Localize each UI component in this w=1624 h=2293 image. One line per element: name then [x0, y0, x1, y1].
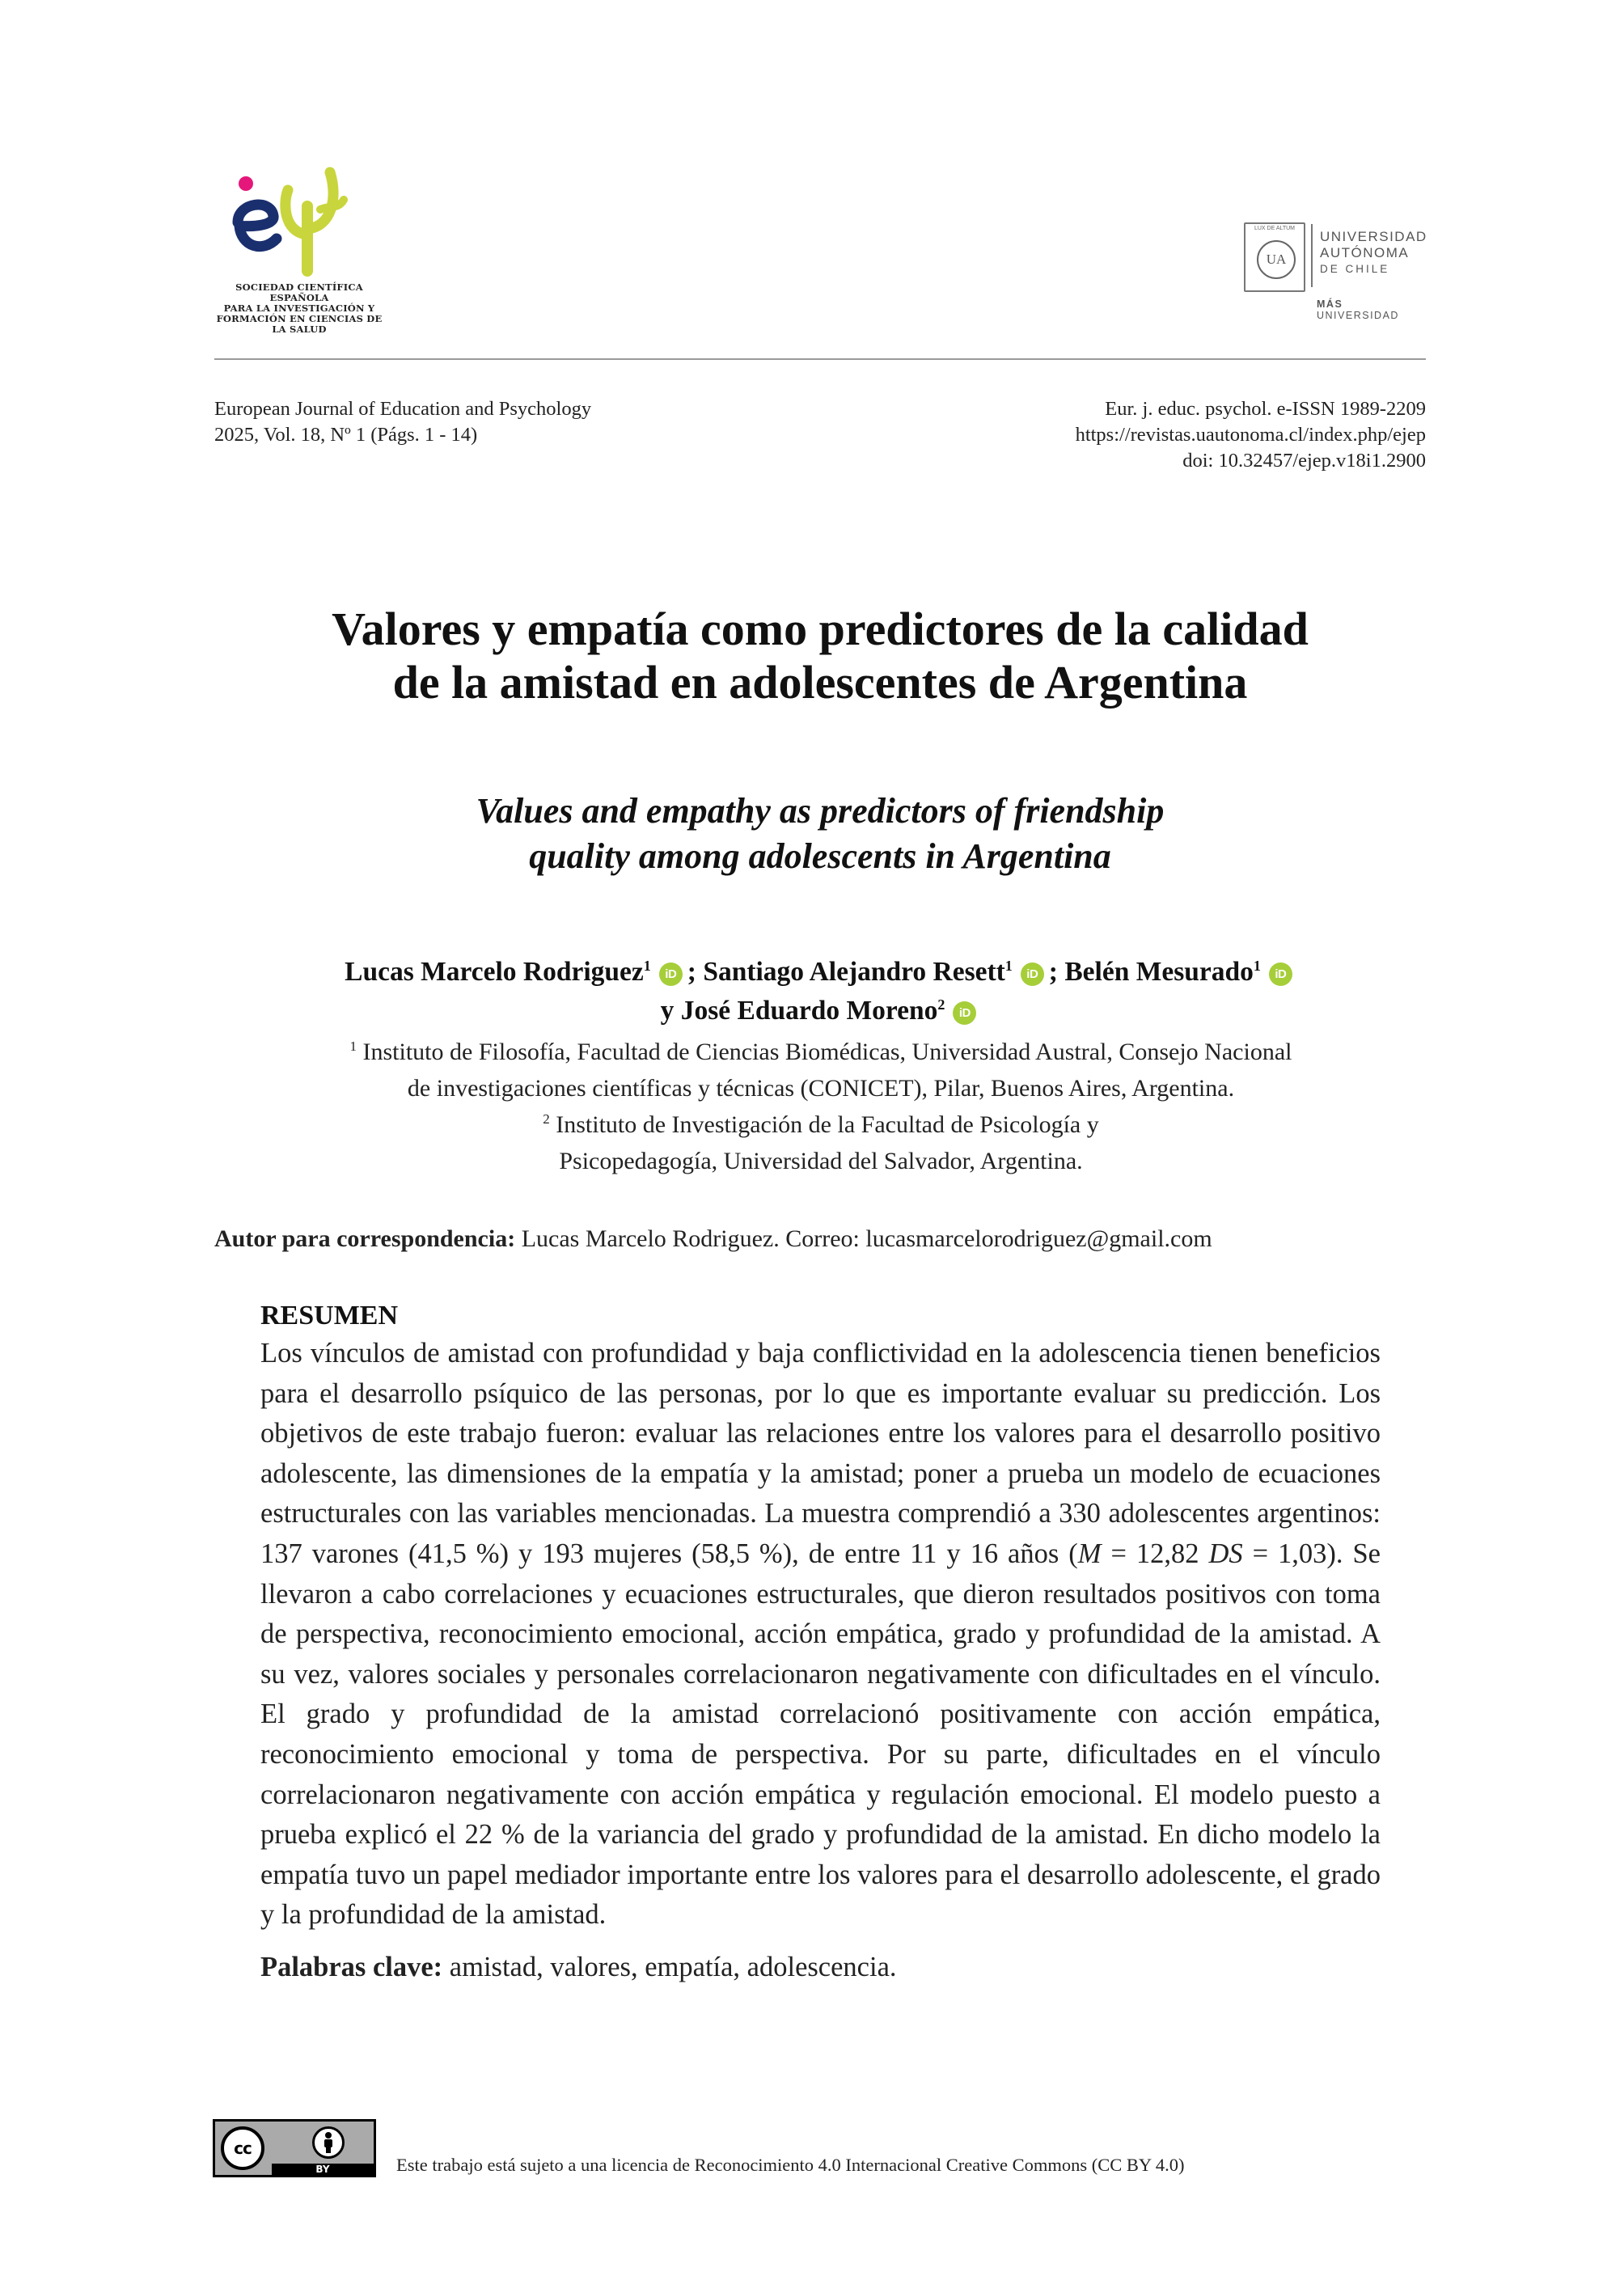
society-text-line: FORMACIÓN EN CIENCIAS DE	[216, 313, 383, 324]
paper-subtitle	[214, 789, 1426, 879]
attribution-person-icon	[312, 2126, 345, 2159]
affiliation-line	[194, 1106, 1448, 1143]
author-affiliation-mark: 1	[643, 957, 651, 974]
author-list	[178, 953, 1464, 1030]
affiliation-mark: 1	[349, 1039, 357, 1054]
society-logo	[206, 158, 392, 335]
university-name-line: DE CHILE	[1320, 263, 1390, 275]
by-badge: BY	[272, 2164, 374, 2175]
title-line: Valores y empatía como predictores de la calidad	[332, 603, 1309, 655]
affiliation-text: Instituto de Filosofía, Facultad de Ciencias Biomédicas, Universidad Austral, Consejo Nacional	[357, 1039, 1292, 1065]
person-icon	[315, 2129, 342, 2156]
subtitle-line: Values and empathy as predictors of friendship	[476, 791, 1165, 831]
keywords	[260, 1947, 1381, 1987]
journal-volume: 2025, Vol. 18, Nº 1 (Págs. 1 - 14)	[214, 424, 478, 446]
author-line	[178, 992, 1464, 1030]
university-motto: LUX DE ALTUM	[1254, 226, 1296, 231]
cc-badge: cc	[221, 2126, 264, 2170]
author-affiliation-mark: 2	[937, 996, 945, 1013]
affiliation-line: de investigaciones científicas y técnicas (CONICET), Pilar, Buenos Aires, Argentina.	[407, 1075, 1235, 1102]
orcid-icon[interactable]: iD	[1269, 962, 1292, 986]
affiliation-text: Instituto de Investigación de la Facultad de Psicología y	[549, 1111, 1099, 1138]
subtitle-line: quality among adolescents in Argentina	[529, 836, 1111, 876]
orcid-icon[interactable]: iD	[1021, 962, 1044, 986]
abstract-text-part: Los vínculos de amistad con profundidad y baja conflictividad en la adolescencia tienen beneficios para el desarrollo psíquico de las personas, por lo que es importante evaluar su predicción. Los objetivos de este trabajo fueron: evaluar las relaciones entre los valores para el desarrollo positivo adolescente, las dimensiones de la empatía y la amistad; poner a prueba un modelo de ecuaciones estructurales con las variables mencionadas. La muestra comprendió a 330 adolescentes argentinos: 137 varones (41,5 %) y 193 mujeres (58,5 %), de entre 11 y 16 años (	[260, 1338, 1381, 1569]
orcid-icon[interactable]: iD	[953, 1001, 976, 1025]
keywords-list: amistad, valores, empatía, adolescencia.	[442, 1951, 897, 1982]
university-seal-icon: UA	[1257, 240, 1296, 279]
mean-symbol: M	[1077, 1538, 1102, 1569]
society-text-line: SOCIEDAD CIENTÍFICA ESPAÑOLA	[235, 281, 363, 303]
author-affiliation-mark: 1	[1253, 957, 1261, 974]
tagline-rest: UNIVERSIDAD	[1317, 310, 1399, 321]
affiliations	[194, 1034, 1448, 1179]
abstract-text	[260, 1334, 1381, 1936]
author-prefix: y	[660, 996, 681, 1026]
author-name: Belén Mesurado	[1064, 957, 1254, 987]
license-text: Este trabajo está sujeto a una licencia de Reconocimiento 4.0 Internacional Creative Commons (CC BY 4.0)	[396, 2155, 1185, 2175]
university-logo-divider	[1311, 224, 1313, 287]
affiliation-mark: 2	[543, 1111, 550, 1127]
journal-info-right	[1076, 396, 1426, 474]
university-name-line: UNIVERSIDAD	[1320, 229, 1427, 244]
tagline-bold: MÁS	[1317, 298, 1343, 310]
abstract-text-part: Se llevaron a cabo correlaciones y ecuaciones estructurales, que dieron resultados positivos con toma de perspectiva, reconocimiento emocional, acción empática, grado y profundidad de la amistad. A su vez, valores sociales y personales correlacionaron negativamente con dificultades en el vínculo. El grado y profundidad de la amistad correlacionó positivamente con acción empática, reconocimiento emocional y toma de perspectiva. Por su parte, dificultades en el vínculo correlacionaron negativamente con acción empática y regulación emocional. El modelo puesto a prueba explicó el 22 % de la variancia del grado y profundidad de la amistad. En dicho modelo la empatía tuvo un papel mediador importante entre los valores para el desarrollo adolescente, el grado y la profundidad de la amistad.	[260, 1538, 1381, 1931]
correspondence-text: Lucas Marcelo Rodriguez. Correo: lucasmarcelorodriguez@gmail.com	[515, 1225, 1212, 1252]
mean-value: = 12,82	[1101, 1538, 1209, 1569]
journal-doi[interactable]: doi: 10.32457/ejep.v18i1.2900	[1182, 450, 1426, 472]
university-name	[1320, 229, 1427, 277]
university-seal-frame	[1244, 222, 1305, 292]
keywords-label: Palabras clave:	[260, 1951, 443, 1982]
author-separator: ;	[687, 957, 704, 987]
society-text-line: LA SALUD	[272, 324, 327, 335]
author-name: Santiago Alejandro Resett	[703, 957, 1005, 987]
abstract-section	[260, 1298, 1381, 1987]
header-divider	[214, 358, 1426, 360]
journal-url[interactable]: https://revistas.uautonoma.cl/index.php/ejep	[1075, 424, 1426, 446]
university-name-line: AUTÓNOMA	[1320, 245, 1410, 260]
paper-title	[214, 603, 1426, 709]
society-text-line: PARA LA INVESTIGACIÓN Y	[223, 302, 375, 314]
affiliation-line	[194, 1034, 1448, 1070]
journal-name: European Journal of Education and Psychology	[214, 398, 592, 420]
author-name: Lucas Marcelo Rodriguez	[345, 957, 644, 987]
ey-society-logo-icon	[226, 158, 372, 279]
author-affiliation-mark: 1	[1004, 957, 1013, 974]
correspondence-label: Autor para correspondencia:	[214, 1225, 516, 1252]
sd-value: = 1,03).	[1242, 1538, 1343, 1569]
university-tagline	[1317, 298, 1426, 321]
journal-info-left	[214, 396, 591, 448]
cc-by-license-icon[interactable]	[213, 2119, 376, 2177]
correspondence	[214, 1223, 1444, 1255]
sd-symbol: DS	[1208, 1538, 1243, 1569]
abstract-heading: RESUMEN	[260, 1301, 399, 1331]
journal-issn: Eur. j. educ. psychol. e-ISSN 1989-2209	[1105, 398, 1426, 420]
author-separator: ;	[1048, 957, 1065, 987]
university-logo	[1244, 214, 1426, 319]
author-line	[178, 953, 1464, 992]
affiliation-line: Psicopedagogía, Universidad del Salvador, Argentina.	[559, 1148, 1083, 1174]
title-line: de la amistad en adolescentes de Argentina	[392, 656, 1248, 709]
author-name: José Eduardo Moreno	[680, 996, 938, 1026]
orcid-icon[interactable]: iD	[659, 962, 683, 986]
